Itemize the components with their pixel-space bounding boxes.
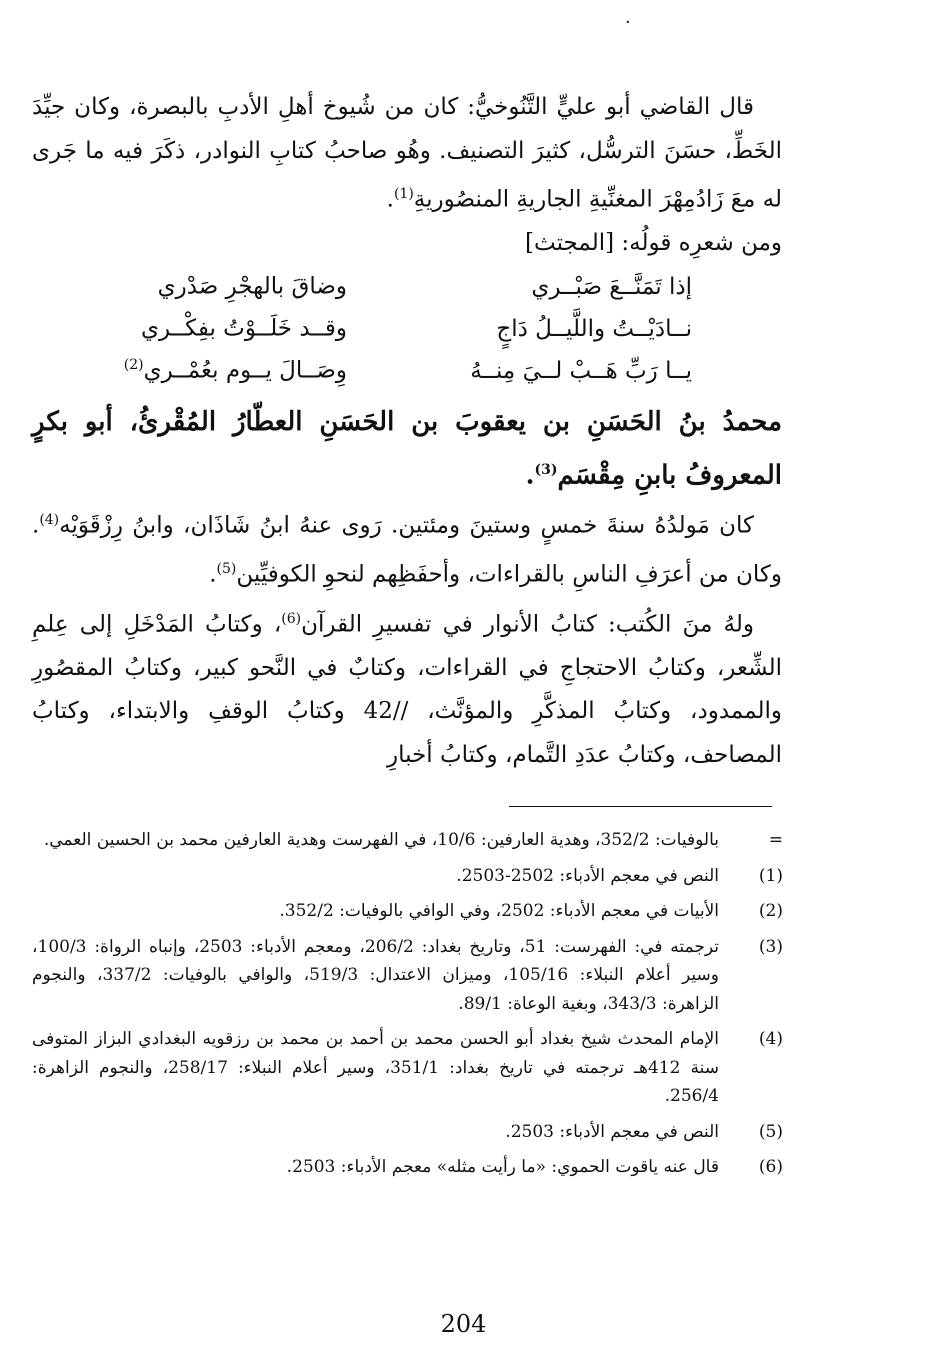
footnote-number: (5) [758,1121,783,1142]
main-text [32,86,782,777]
verse-line [32,266,782,308]
footnote-text: النص في معجم الأدباء: 2503. [505,1121,719,1142]
verse-first-hemistich: يــا رَبِّ هَــبْ لــيَ مِنــهُ [470,357,692,384]
footnote [32,933,787,1019]
footnote-number: (3) [758,936,783,957]
punctuation: . [386,186,394,213]
footnote-number: (4) [758,1029,783,1049]
footnote-ref: (6) [281,610,302,627]
verse-second-hemistich [67,273,407,300]
footnote-text: النص في معجم الأدباء: 2502-2503. [456,865,719,886]
footnote [32,1153,787,1182]
page-number: 204 [440,1310,487,1338]
footnote-text: بالوفيات: 352/2، وهدية العارفين: 10/6، في الفهرست وهدية العارفين محمد بن الحسين العمي. [43,830,719,850]
paragraph-books [32,598,782,778]
verse-first-hemistich: نــادَيْــتُ واللَّيــلُ دَاجٍ [496,315,692,342]
footnote-separator [509,806,772,807]
paragraph-text: كان مَولدُهُ سنةَ خمسٍ وستينَ ومئتين. رَوى عنهُ ابنُ شَاذَان، وابنُ رِزْقَوَيْه [59,512,754,539]
footnote-text: الأبيات في معجم الأدباء: 2502، وفي الوافي بالوفيات: 352/2. [279,901,719,921]
footnote-number: (6) [758,1157,783,1177]
footnote [32,862,787,891]
paragraph-tanukhi [32,86,782,222]
poem [32,266,782,392]
verse-second-hemistich [67,315,407,342]
footnote [32,1025,787,1111]
verse-first-hemistich: إذا تَمَنَّــعَ صَبْــري [531,273,692,300]
footnote [32,826,787,855]
paragraph-text: . وكان من أعرَفِ الناسِ بالقراءات، وأحفَظِهم لنحوِ الكوفيِّين [32,512,782,589]
entry-heading [32,398,782,500]
top-mark: · [625,12,631,33]
verse-second-hemistich [67,357,407,384]
verse-text: وقــد خَلَــوْتُ بفِكْــري [140,315,347,342]
poem-intro: ومن شعرِه قولُه: [المجتث] [525,230,782,257]
footnote-number: = [768,830,783,850]
verse-line [32,308,782,350]
footnote [32,897,787,926]
footnote-ref: (5) [216,561,237,578]
footnote-ref: (2) [123,357,144,374]
footnote-number: (2) [758,901,783,921]
footnote [32,1118,787,1147]
footnote-text: قال عنه ياقوت الحموي: «ما رأيت مثله» معجم الأدباء: 2503. [286,1157,719,1177]
footnote-number: (1) [758,865,783,886]
punctuation: . [209,562,217,589]
footnote-ref: (4) [39,512,60,529]
footnote-text: ترجمته في: الفهرست: 51، وتاريخ بغداد: 206/2، ومعجم الأدباء: 2503، وإنباه الرواة: 100/3، وسير أعلام النبلاء: 105/16، وميزان الاعتدال: 519/3، والوافي بالوفيات: 337/2، والنجوم الزاهرة: 343/3، وبغية الوعاة: 89/1. [32,936,719,1014]
verse-text: وضاقَ بالهجْرِ صَدْري [157,273,347,300]
footnote-ref: (1) [393,186,414,202]
punctuation: . [525,460,535,491]
verse-text: وِصَــالَ يــوم بعُمْــري [143,357,347,384]
footnote-ref: (3) [534,461,558,478]
paragraph-text: ولهُ منَ الكُتب: كتابُ الأنوار في تفسيرِ القرآن [301,611,754,638]
footnote-text: الإمام المحدث شيخ بغداد أبو الحسن محمد بن أحمد بن محمد بن رزقويه البغدادي البزاز المتوفى سنة 412هـ ترجمته في تاريخ بغداد: 351/1، وسير أعلام النبلاء: 258/17، والنجوم الزاهرة: 256/4. [32,1029,719,1106]
paragraph-text: قال القاضي أبو عليٍّ التَّنُوخيُّ: كان من شُيوخ أهلِ الأدبِ بالبصرة، وكان جيِّدَ الخَطِّ، حسَنَ الترسُّل، كثيرَ التصنيف. وهُو صاحبُ كتابِ النوادر، ذكَرَ فيه ما جَرى له معَ زَادُمِهْرَ المغنِّيةِ الجاريةِ المنصُوريةِ [32,94,782,213]
footnotes [32,826,787,1189]
verse-line [32,350,782,392]
entry-heading-text: محمدُ بنُ الحَسَنِ بن يعقوبَ بن الحَسَنِ العطّارُ المُقْرئُ، أبو بكرٍ المعروفُ بابنِ مِقْسَم [32,406,782,491]
paragraph-text: ، وكتابُ المَدْخَلِ إلى عِلمِ الشِّعر، وكتابُ الاحتجاجِ في القراءات، وكتابٌ في النَّحو كبير، وكتابُ المقصُورِ والممدود، وكتابُ المذكَّرِ والمؤنَّث، //42 وكتابُ الوقفِ والابتداء، وكتابُ المصاحف، وكتابُ عدَدِ التَّمام، وكتابُ أخبارِ [32,611,782,768]
paragraph-birth [32,499,782,597]
